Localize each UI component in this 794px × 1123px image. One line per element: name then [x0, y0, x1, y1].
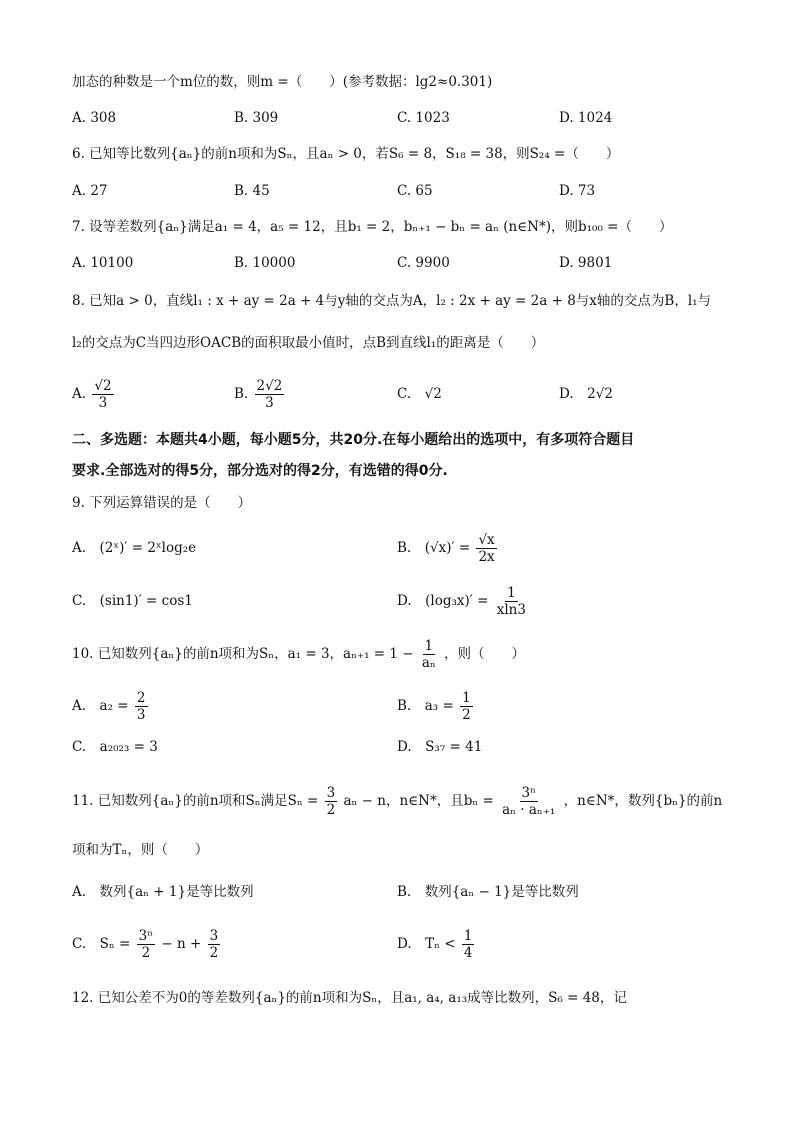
option-a: A. 10100 [72, 255, 134, 271]
option-b: B. 45 [234, 183, 270, 199]
fraction: $\frac{1}{xln3}$ [496, 585, 526, 618]
fraction: $\frac{1}{\text{aₙ}}$ [421, 638, 436, 671]
question-5-stem: 加态的种数是一个m位的数，则m =（ ）(参考数据：lg2≈0.301) [72, 74, 493, 90]
option-a: A. 308 [72, 110, 117, 126]
option-b: B. 10000 [234, 255, 296, 271]
question-9-options-row-2 [72, 581, 722, 621]
question-10-options-row-1 [72, 686, 722, 726]
fraction: $\frac{3}{2}$ [209, 928, 219, 961]
option-d: D. S₃₇ = 41 [397, 739, 483, 755]
option-b: B. a₃ = $\frac{1}{2}$ [397, 690, 471, 723]
section-2-heading-line-2: 要求.全部选对的得5分，部分选对的得2分，有选错的得0分. [72, 463, 448, 479]
section-2-heading-line-1: 二、多选题：本题共4小题，每小题5分，共20分.在每小题给出的选项中，有多项符合题目 [72, 432, 635, 448]
question-8-stem-line-2: l₂的交点为C当四边形OACB的面积取最小值时，点B到直线l₁的距离是（ ） [72, 335, 545, 351]
option-a: A. (2ˣ)′ = 2ˣlog₂e [72, 540, 197, 556]
option-d: D. 9801 [559, 255, 613, 271]
question-7-options [72, 251, 722, 275]
question-9-options-row-1 [72, 528, 722, 568]
question-10-options-row-2 [72, 735, 722, 759]
option-c: C. (sin1)′ = cos1 [72, 593, 193, 609]
question-5-options [72, 106, 722, 130]
option-a: A. 数列{aₙ + 1}是等比数列 [72, 884, 254, 900]
question-11-stem-line-1: 11. 已知数列{aₙ}的前n项和Sₙ满足Sₙ = $\frac{3}{2}$ aₙ − n，n∈N*，且bₙ = $\frac{\text{3ⁿ}}{\text{aₙ · aₙ₊₁}}$ ，n∈N*，数列{bₙ}的前n [72, 785, 723, 818]
question-12-stem: 12. 已知公差不为0的等差数列{aₙ}的前n项和为Sₙ，且a₁, a₄, a₁₃成等比数列，S₆ = 48，记 [72, 990, 627, 1006]
option-c: C. 1023 [397, 110, 450, 126]
option-d: D. (log₃x)′ = $\frac{1}{xln3}$ [397, 585, 526, 618]
option-b: B. $\frac{2√2}{3}$ [234, 378, 283, 411]
option-c: C. Sₙ = $\frac{\text{3ⁿ}}{2}$ − n + $\frac{3}{2}$ [72, 928, 219, 961]
question-6-options [72, 179, 722, 203]
question-10-stem: 10. 已知数列{aₙ}的前n项和为Sₙ，a₁ = 3，aₙ₊₁ = 1 − $\frac{1}{\text{aₙ}}$ ，则（ ） [72, 638, 526, 671]
option-c: C. √2 [397, 386, 442, 402]
fraction: $\frac{2}{3}$ [136, 690, 146, 723]
option-b: B. 309 [234, 110, 279, 126]
option-c: C. 9900 [397, 255, 450, 271]
option-d: D. Tₙ < $\frac{1}{4}$ [397, 928, 473, 961]
option-d: D. 73 [559, 183, 596, 199]
question-11-stem-line-2: 项和为Tₙ，则（ ） [72, 842, 209, 858]
question-8-stem-line-1: 8. 已知a > 0，直线l₁ : x + ay = 2a + 4与y轴的交点为A，l₂ : 2x + ay = 2a + 8与x轴的交点为B，l₁与 [72, 293, 712, 309]
fraction: $\frac{√2}{3}$ [94, 378, 112, 411]
question-8-options [72, 374, 722, 414]
option-d: D. 2√2 [559, 386, 613, 402]
fraction: $\frac{2√2}{3}$ [256, 378, 283, 411]
fraction: $\frac{\text{3ⁿ}}{2}$ [138, 928, 154, 961]
option-c: C. a₂₀₂₃ = 3 [72, 739, 158, 755]
fraction: $\frac{1}{4}$ [463, 928, 473, 961]
fraction: $\frac{3}{2}$ [326, 785, 336, 818]
option-b: B. (√x)′ = $\frac{√x}{2x}$ [397, 532, 495, 565]
option-d: D. 1024 [559, 110, 613, 126]
question-9-stem: 9. 下列运算错误的是（ ） [72, 495, 252, 511]
option-a: A. a₂ = $\frac{2}{3}$ [72, 690, 146, 723]
fraction: $\frac{√x}{2x}$ [478, 532, 495, 565]
fraction: $\frac{\text{3ⁿ}}{\text{aₙ · aₙ₊₁}}$ [502, 785, 556, 818]
question-11-options-row-2 [72, 924, 722, 964]
question-11-options-row-1 [72, 880, 722, 904]
option-a: A. $\frac{√2}{3}$ [72, 378, 112, 411]
fraction: $\frac{1}{2}$ [462, 690, 471, 723]
question-6-stem: 6. 已知等比数列{aₙ}的前n项和为Sₙ，且aₙ > 0，若S₆ = 8，S₁₈ = 38，则S₂₄ =（ ） [72, 146, 620, 162]
question-7-stem: 7. 设等差数列{aₙ}满足a₁ = 4，a₅ = 12，且b₁ = 2，bₙ₊₁ − bₙ = aₙ (n∈N*)，则b₁₀₀ =（ ） [72, 219, 673, 235]
option-c: C. 65 [397, 183, 433, 199]
option-a: A. 27 [72, 183, 108, 199]
option-b: B. 数列{aₙ − 1}是等比数列 [397, 884, 579, 900]
